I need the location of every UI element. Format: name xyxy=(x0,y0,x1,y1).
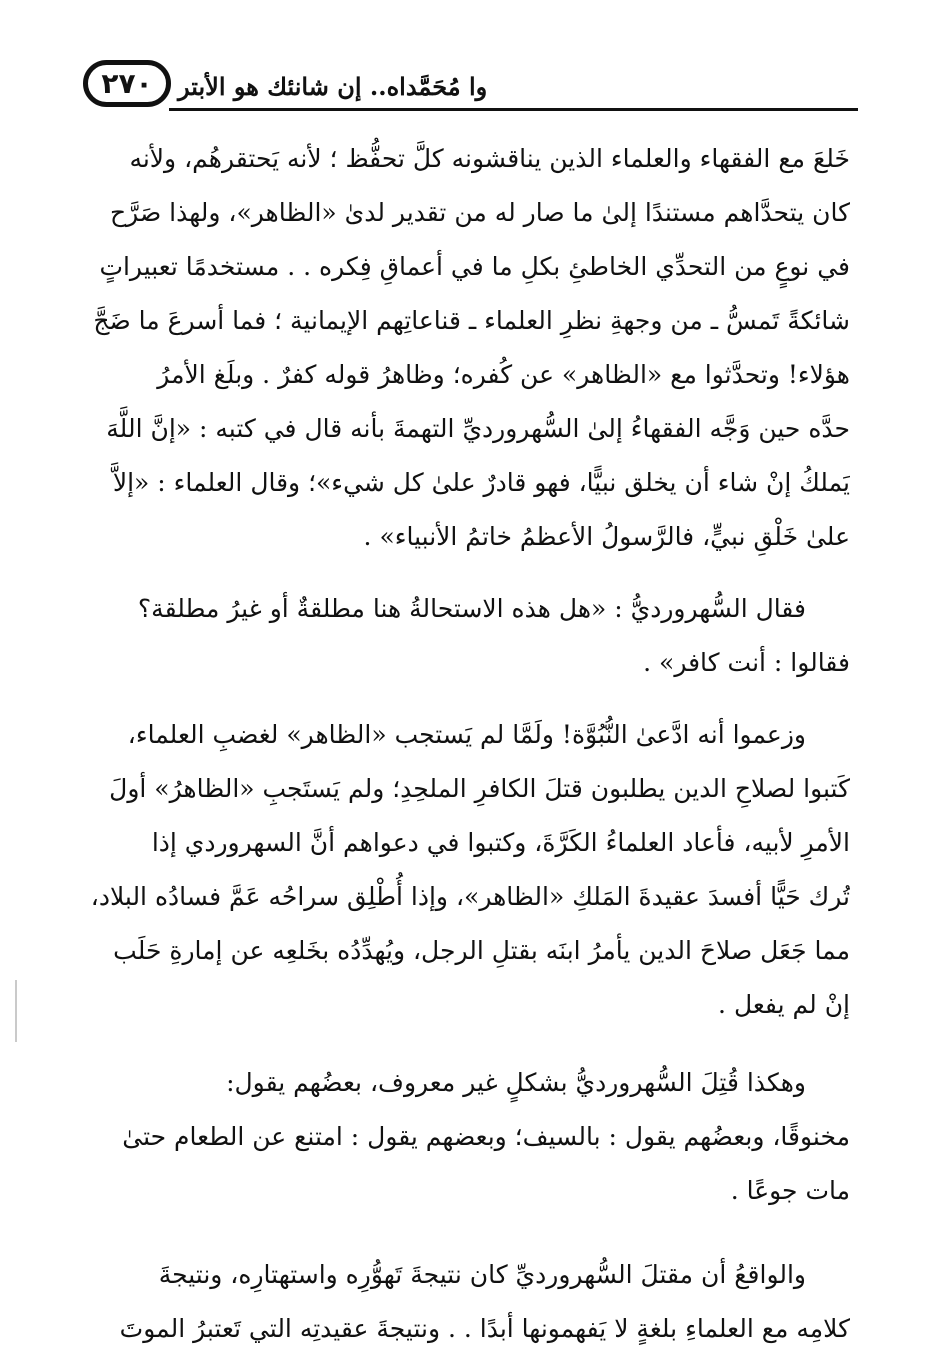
text-line: مات جوعًا . xyxy=(730,1176,850,1205)
text-line: حدَّه حين وَجَّه الفقهاءُ إلىٰ السُّهرورديِّ التهمةَ بأنه قال في كتبه : «إنَّ اللَّهَ xyxy=(106,414,850,443)
text-line: تُرك حَيًّا أفسدَ عقيدةَ المَلكِ «الظاهر»، وإذا أُطْلِق سراحُه عَمَّ فسادُه البلاد، xyxy=(90,882,850,911)
page-header xyxy=(83,52,858,122)
paragraph-gap xyxy=(73,1218,850,1248)
text-line: إنْ لم يفعل . xyxy=(718,990,850,1019)
text-line: مخنوقًا، وبعضُهم يقول : بالسيف؛ وبعضهم يقول : امتنع عن الطعام حتىٰ xyxy=(122,1122,850,1151)
text-line: علىٰ خَلْقِ نبيٍّ، فالرَّسولُ الأعظمُ خاتمُ الأنبياء» . xyxy=(363,522,850,551)
text-line: الأمرِ لأبيه، فأعاد العلماءُ الكَرَّةَ، وكتبوا في دعواهم أنَّ السهروردي إذا xyxy=(151,828,850,857)
paragraph-start-line: وزعموا أنه ادَّعىٰ النُّبُوَّة! ولَمَّا لم يَستجب «الظاهر» لغضبِ العلماء، xyxy=(127,720,806,749)
paragraph-start-line: فقال السُّهرورديُّ : «هل هذه الاستحالةُ هنا مطلقةٌ أو غيرُ مطلقة؟ xyxy=(137,594,806,623)
text-line: شائكةً تَمسُّ ـ من وجهةِ نظرِ العلماء ـ قناعاتِهم الإيمانية ؛ فما أسرعَ ما ضَجَّ xyxy=(93,306,850,335)
text-line: كَتبوا لصلاحِ الدين يطلبون قتلَ الكافرِ الملحِدِ؛ ولم يَستَجبِ «الظاهرُ» أولَ xyxy=(109,774,850,803)
text-line: كلامِه مع العلماءِ بلغةٍ لا يَفهمونها أبدًا . . ونتيجةَ عقيدتِه التي تَعتبرُ الموتَ xyxy=(119,1314,850,1343)
text-line: مما جَعَل صلاحَ الدين يأمرُ ابنَه بقتلِ الرجل، ويُهدِّدُه بخَلعِه عن إمارةِ حَلَب xyxy=(113,936,850,965)
paragraph-start-line: وهكذا قُتِلَ السُّهرورديُّ بشكلٍ غير معروف، بعضُهم يقول: xyxy=(226,1068,806,1097)
paragraph-start-line: والواقعُ أن مقتلَ السُّهرورديِّ كان نتيجةَ تَهوُّرِه واستهتارِه، ونتيجةَ xyxy=(158,1260,806,1289)
text-line: في نوعٍ من التحدِّي الخاطئِ بكلِ ما في أعماقِ فِكره . . مستخدمًا تعبيراتٍ xyxy=(99,252,850,281)
running-title: وا مُحَمَّداه.. إن شانئك هو الأبتر xyxy=(178,72,488,101)
header-divider xyxy=(169,108,858,111)
paragraph-gap xyxy=(73,564,850,582)
text-line: كان يتحدَّاهم مستندًا إلىٰ ما صار له من تقدير لدىٰ «الظاهر»، ولهذا صَرَّح xyxy=(110,198,850,227)
scan-margin-mark xyxy=(15,980,17,1042)
text-line: فقالوا : أنت كافر» . xyxy=(643,648,850,677)
main-text xyxy=(73,132,850,1356)
paragraph-gap xyxy=(73,1032,850,1056)
page-number: ٢٧٠ xyxy=(83,60,171,107)
text-line: خَلعَ مع الفقهاء والعلماء الذين يناقشونه كلَّ تحفُّظ ؛ لأنه يَحتقرهُم، ولأنه xyxy=(129,144,850,173)
paragraph-gap xyxy=(73,690,850,708)
text-line: هؤلاء! وتحدَّثوا مع «الظاهر» عن كُفره؛ وظاهرُ قوله كفرٌ . وبلَغ الأمرُ xyxy=(157,360,850,389)
text-line: يَملكُ إنْ شاء أن يخلق نبيًّا، فهو قادرٌ علىٰ كل شيء»؛ وقال العلماء : «إلاَّ xyxy=(112,468,850,497)
